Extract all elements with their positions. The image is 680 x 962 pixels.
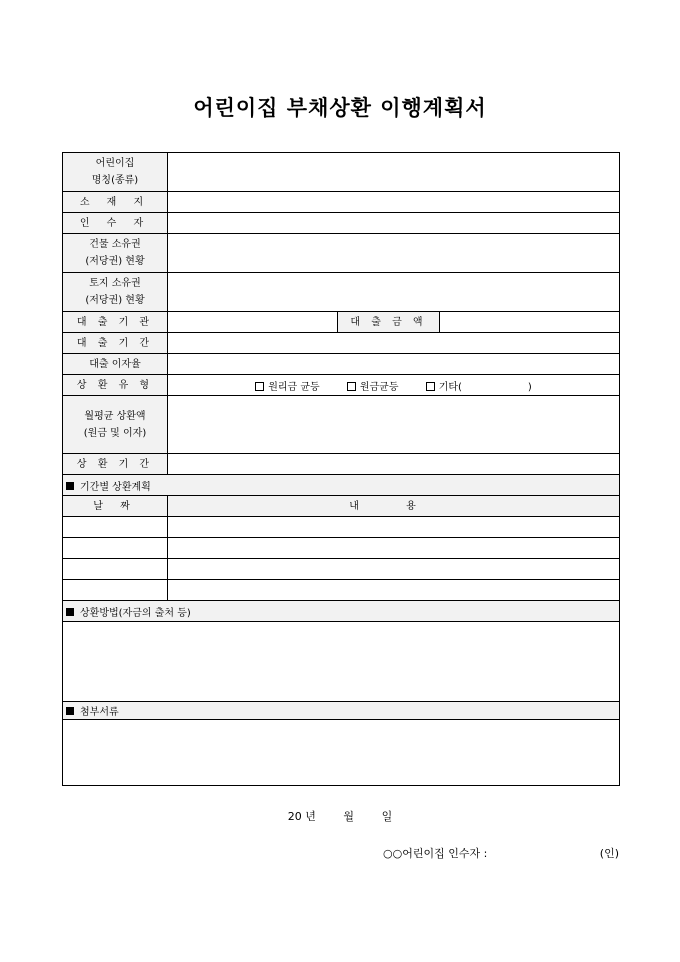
plan-date-cell[interactable] (63, 517, 168, 538)
field-attachments[interactable] (63, 720, 620, 786)
field-monthly-repayment[interactable] (168, 396, 620, 454)
row-lender (63, 312, 620, 333)
plan-content-cell[interactable] (168, 580, 620, 601)
field-repayment-method[interactable] (63, 622, 620, 702)
plan-row (63, 580, 620, 601)
label-location: 소 재 지 (63, 192, 168, 213)
attachments-area (63, 720, 620, 786)
label-acquirer: 인 수 자 (63, 213, 168, 234)
row-repay-period (63, 454, 620, 475)
plan-content-cell[interactable] (168, 538, 620, 559)
row-loan-period (63, 333, 620, 354)
method-area (63, 622, 620, 702)
plan-col-content: 내 용 (168, 496, 620, 517)
option-other[interactable]: 기타( ) (426, 378, 532, 393)
row-interest-rate (63, 354, 620, 375)
field-loan-amount[interactable] (440, 312, 620, 333)
seal-mark: (인) (599, 847, 619, 860)
plan-column-headers (63, 496, 620, 517)
label-monthly-repayment: 월평균 상환액 (원금 및 이자) (63, 396, 168, 454)
checkbox-icon[interactable] (426, 382, 435, 391)
field-loan-period[interactable] (168, 333, 620, 354)
plan-content-cell[interactable] (168, 559, 620, 580)
label-daycare-name: 어린이집 명칭(종류) (63, 153, 168, 192)
signature-line (383, 845, 619, 861)
row-land-ownership (63, 273, 620, 312)
plan-date-cell[interactable] (63, 580, 168, 601)
document-title: 어린이집 부채상환 이행계획서 (193, 96, 487, 120)
plan-row (63, 559, 620, 580)
label-land-ownership: 토지 소유권 (저당권) 현황 (63, 273, 168, 312)
field-lender[interactable] (168, 312, 338, 333)
field-daycare-name[interactable] (168, 153, 620, 192)
field-land-ownership[interactable] (168, 273, 620, 312)
option-equal-principal[interactable]: 원금균등 (347, 378, 399, 393)
label-repay-type: 상 환 유 형 (63, 375, 168, 396)
label-loan-period: 대 출 기 간 (63, 333, 168, 354)
row-repay-type (63, 375, 620, 396)
date-month: 월 (343, 810, 355, 823)
signer-label: ○○어린이집 인수자 : (383, 847, 488, 860)
section-plan-header (63, 475, 620, 496)
section-method-title: 상환방법(자금의 출처 등) (80, 607, 191, 619)
row-monthly-repayment (63, 396, 620, 454)
field-repay-type (168, 375, 620, 396)
plan-col-date: 날 짜 (63, 496, 168, 517)
label-building-ownership: 건물 소유권 (저당권) 현황 (63, 234, 168, 273)
section-method-header (63, 601, 620, 622)
field-repay-period[interactable] (168, 454, 620, 475)
option-equal-principal-interest[interactable]: 원리금 균등 (255, 378, 319, 393)
square-bullet-icon (66, 608, 74, 616)
row-location (63, 192, 620, 213)
label-loan-amount: 대 출 금 액 (338, 312, 440, 333)
label-repay-period: 상 환 기 간 (63, 454, 168, 475)
section-attachments-title: 첨부서류 (80, 707, 119, 718)
field-building-ownership[interactable] (168, 234, 620, 273)
date-year: 20 년 (287, 810, 316, 823)
row-acquirer (63, 213, 620, 234)
label-interest-rate: 대출 이자율 (63, 354, 168, 375)
plan-date-cell[interactable] (63, 559, 168, 580)
label-lender: 대 출 기 관 (63, 312, 168, 333)
square-bullet-icon (66, 482, 74, 490)
section-attachments-header (63, 702, 620, 720)
field-interest-rate[interactable] (168, 354, 620, 375)
field-acquirer[interactable] (168, 213, 620, 234)
square-bullet-icon (66, 707, 74, 715)
checkbox-icon[interactable] (347, 382, 356, 391)
plan-content-cell[interactable] (168, 517, 620, 538)
row-building-ownership (63, 234, 620, 273)
plan-date-cell[interactable] (63, 538, 168, 559)
repayment-plan-form (62, 152, 620, 786)
field-location[interactable] (168, 192, 620, 213)
section-plan-title: 기간별 상환계획 (80, 481, 151, 493)
date-day: 일 (381, 810, 393, 823)
checkbox-icon[interactable] (255, 382, 264, 391)
plan-row (63, 517, 620, 538)
plan-row (63, 538, 620, 559)
date-line (0, 808, 680, 824)
row-daycare-name (63, 153, 620, 192)
